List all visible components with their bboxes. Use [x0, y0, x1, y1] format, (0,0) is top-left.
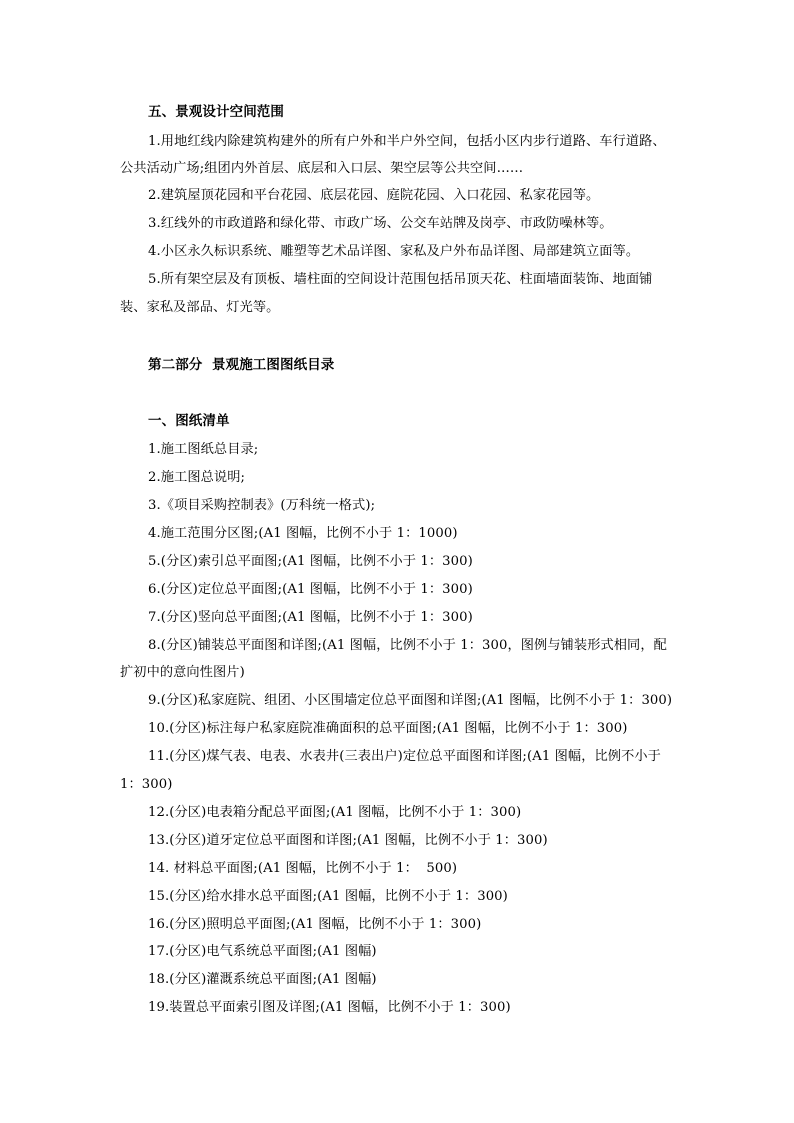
list-item: 1.施工图纸总目录;	[148, 442, 259, 457]
list-item: 12.(分区)电表箱分配总平面图;(A1 图幅，比例不小于 1：300)	[148, 805, 522, 820]
section5-heading: 五、景观设计空间范围	[148, 104, 284, 120]
section5-item4: 4.小区永久标识系统、雕塑等艺术品详图、家私及户外布品详图、局部建筑立面等。	[148, 244, 640, 259]
list-item: 4.施工范围分区图;(A1 图幅，比例不小于 1：1000)	[148, 526, 458, 541]
list-item: 11.(分区)煤气表、电表、水表井(三表出户)定位总平面图和详图;(A1 图幅，比例不小于	[148, 749, 661, 764]
list-item: 7.(分区)竖向总平面图;(A1 图幅，比例不小于 1：300)	[148, 610, 473, 625]
list-item: 16.(分区)照明总平面图;(A1 图幅，比例不小于 1：300)	[148, 917, 482, 932]
part2-heading: 第二部分 景观施工图图纸目录	[148, 357, 335, 373]
list-item: 2.施工图总说明;	[148, 470, 246, 485]
list-item: 17.(分区)电气系统总平面图;(A1 图幅)	[148, 944, 377, 959]
list-item: 14. 材料总平面图;(A1 图幅，比例不小于 1： 500)	[148, 861, 458, 876]
list-item: 6.(分区)定位总平面图;(A1 图幅，比例不小于 1：300)	[148, 582, 473, 597]
list-item: 18.(分区)灌溉系统总平面图;(A1 图幅)	[148, 972, 377, 987]
list-heading: 一、图纸清单	[148, 413, 230, 429]
list-item: 19.装置总平面索引图及详图;(A1 图幅，比例不小于 1：300)	[148, 1000, 511, 1015]
section5-item5-line1: 5.所有架空层及有顶板、墙柱面的空间设计范围包括吊顶天花、柱面墙面装饰、地面铺	[148, 272, 653, 287]
section5-item2: 2.建筑屋顶花园和平台花园、底层花园、庭院花园、入口花园、私家花园等。	[148, 188, 600, 203]
list-item: 8.(分区)铺装总平面图和详图;(A1 图幅，比例不小于 1：300，图例与铺装形式相同，配	[148, 638, 667, 653]
list-item-continuation: 扩初中的意向性图片)	[120, 665, 245, 680]
section5-item5-line2: 装、家私及部品、灯光等。	[120, 300, 280, 315]
list-item: 5.(分区)索引总平面图;(A1 图幅，比例不小于 1：300)	[148, 554, 473, 569]
section5-item1-line2: 公共活动广场;组团内外首层、底层和入口层、架空层等公共空间……	[120, 161, 524, 176]
section5-item3: 3.红线外的市政道路和绿化带、市政广场、公交车站牌及岗亭、市政防噪林等。	[148, 216, 613, 231]
list-item: 10.(分区)标注每户私家庭院准确面积的总平面图;(A1 图幅，比例不小于 1：300)	[148, 721, 628, 736]
list-item: 15.(分区)给水排水总平面图;(A1 图幅，比例不小于 1：300)	[148, 889, 508, 904]
list-item: 13.(分区)道牙定位总平面图和详图;(A1 图幅，比例不小于 1：300)	[148, 833, 548, 848]
section5-item1-line1: 1.用地红线内除建筑构建外的所有户外和半户外空间，包括小区内步行道路、车行道路、	[148, 134, 666, 149]
list-item: 3.《项目采购控制表》(万科统一格式);	[148, 498, 376, 513]
list-item-continuation: 1：300)	[120, 777, 173, 792]
list-item: 9.(分区)私家庭院、组团、小区围墙定位总平面图和详图;(A1 图幅，比例不小于 1：300)	[148, 693, 673, 708]
